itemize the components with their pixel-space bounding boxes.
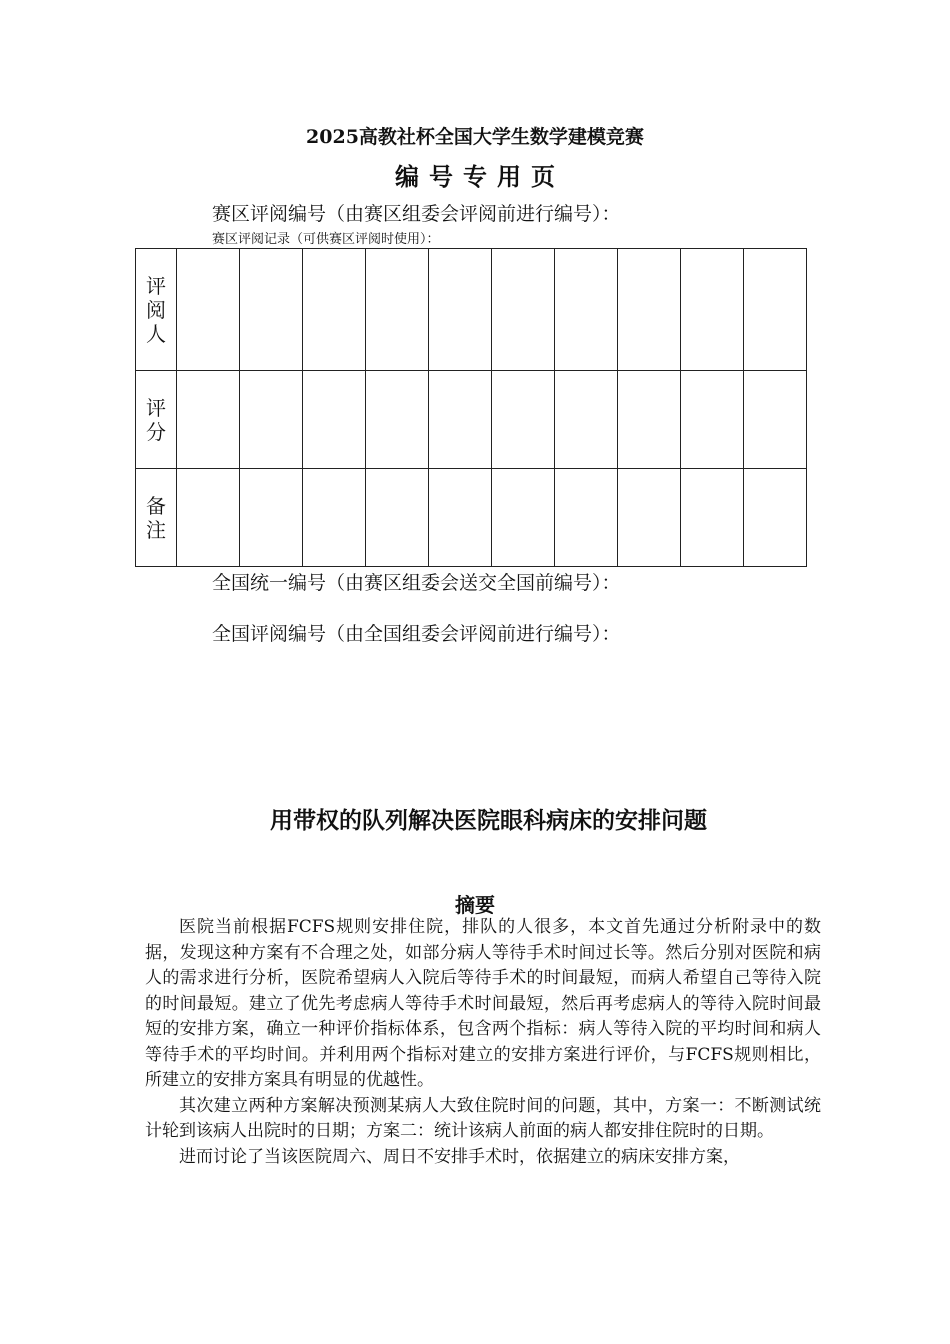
table-cell: [555, 249, 618, 371]
table-cell: [492, 371, 555, 469]
paper-title: 用带权的队列解决医院眼科病床的安排问题: [270, 807, 707, 834]
table-cell: [366, 371, 429, 469]
competition-title: 2025高教社杯全国大学生数学建模竞赛: [306, 126, 644, 148]
table-cell: [681, 371, 744, 469]
table-cell: [681, 249, 744, 371]
national-unified-id-line: 全国统一编号（由赛区组委会送交全国前编号）：: [212, 572, 621, 594]
region-review-id-line: 赛区评阅编号（由赛区组委会评阅前进行编号）：: [212, 203, 621, 225]
table-cell: [555, 371, 618, 469]
page-label: 编号专用页: [395, 162, 565, 191]
table-row-score: [136, 371, 807, 469]
row-label-reviewer: 评阅人: [136, 249, 177, 371]
table-cell: [492, 469, 555, 567]
abstract-paragraph: 医院当前根据FCFS规则安排住院，排队的人很多，本文首先通过分析附录中的数据，发现这种方案有不合理之处，如部分病人等待手术时间过长等。然后分别对医院和病人的需求进行分析，医院希望病人入院后等待手术的时间最短，而病人希望自己等待入院的时间最短。建立了优先考虑病人等待手术时间最短，然后再考虑病人的等待入院时间最短的安排方案，确立一种评价指标体系，包含两个指标：病人等待入院的平均时间和病人等待手术的平均时间。并利用两个指标对建立的安排方案进行评价，与FCFS规则相比，所建立的安排方案具有明显的优越性。: [145, 917, 821, 1090]
table-row-remarks: [136, 469, 807, 567]
table-cell: [681, 469, 744, 567]
abstract-paragraph: 其次建立两种方案解决预测某病人大致住院时间的问题，其中，方案一：不断测试统计轮到该病人出院时的日期；方案二：统计该病人前面的病人都安排住院时的日期。: [145, 1095, 821, 1141]
table-cell: [744, 249, 807, 371]
abstract-body: [145, 915, 821, 1170]
table-cell: [240, 469, 303, 567]
table-cell: [177, 469, 240, 567]
abstract-paragraph: 进而讨论了当该医院周六、周日不安排手术时，依据建立的病床安排方案，: [179, 1146, 740, 1167]
table-cell: [303, 469, 366, 567]
table-row-reviewer: [136, 249, 807, 371]
table-cell: [240, 249, 303, 371]
table-cell: [429, 249, 492, 371]
table-cell: [492, 249, 555, 371]
table-cell: [429, 469, 492, 567]
national-review-id-line: 全国评阅编号（由全国组委会评阅前进行编号）：: [212, 623, 621, 645]
table-cell: [303, 249, 366, 371]
table-cell: [303, 371, 366, 469]
table-cell: [618, 371, 681, 469]
table-cell: [618, 469, 681, 567]
region-review-record-note: 赛区评阅记录（可供赛区评阅时使用）：: [212, 232, 440, 247]
table-cell: [429, 371, 492, 469]
table-cell: [177, 249, 240, 371]
table-cell: [366, 249, 429, 371]
table-cell: [618, 249, 681, 371]
table-cell: [555, 469, 618, 567]
row-label-remarks: 备注: [136, 469, 177, 567]
table-cell: [366, 469, 429, 567]
table-cell: [744, 469, 807, 567]
row-label-score: 评分: [136, 371, 177, 469]
abstract-heading: 摘要: [455, 893, 495, 917]
table-cell: [177, 371, 240, 469]
table-cell: [744, 371, 807, 469]
table-cell: [240, 371, 303, 469]
review-record-table: [135, 248, 807, 567]
